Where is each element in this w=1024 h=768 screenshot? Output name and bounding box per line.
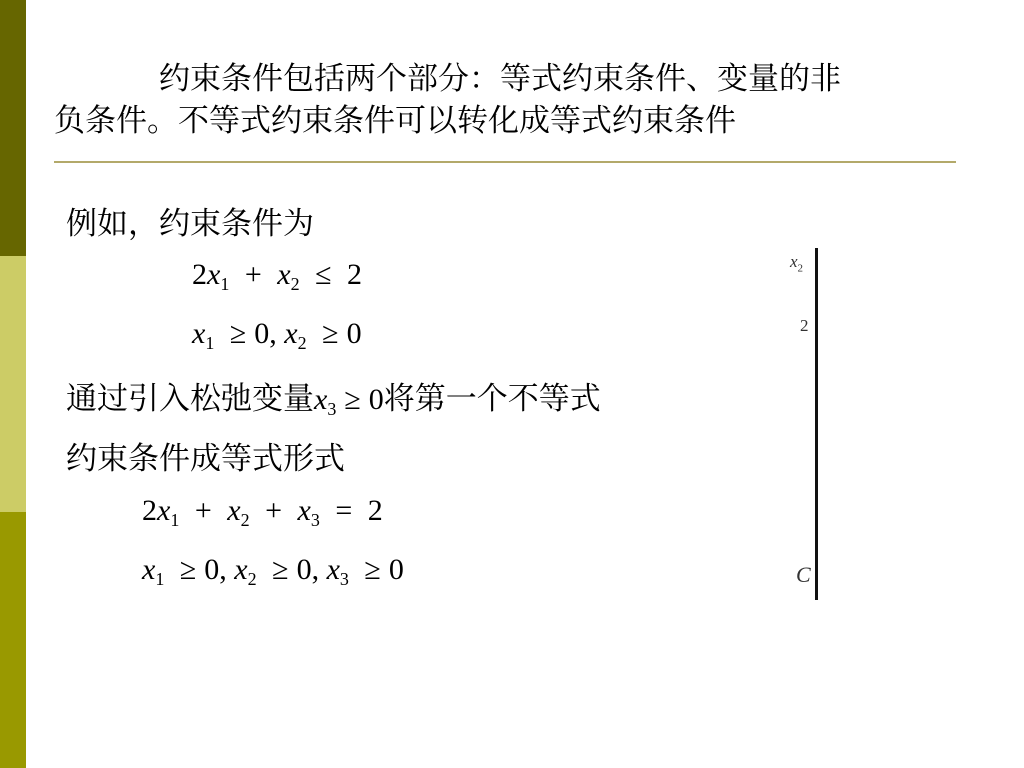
value: 0 (388, 553, 404, 586)
constraint-2 (192, 317, 362, 351)
value: 0 (346, 317, 362, 350)
sub: 1 (205, 333, 215, 353)
slack-text-line (66, 373, 601, 418)
coef: 2 (142, 494, 157, 527)
text-after: 将第一个不等式 (383, 381, 601, 417)
axis-label-var: x (790, 252, 798, 271)
var-x: x (297, 494, 311, 527)
equation-form-line: 约束条件成等式形式 (66, 441, 345, 477)
decor-bar-bottom (0, 512, 26, 768)
origin-label: C (796, 562, 811, 587)
geq-op: ≥ (322, 317, 339, 350)
sub: 3 (339, 569, 349, 589)
geq-op: ≥ (272, 553, 289, 586)
var-x: x (157, 494, 171, 527)
equation-1 (142, 494, 383, 528)
var-x: x (277, 258, 291, 291)
sub: 3 (310, 510, 320, 530)
tick-label: 2 (800, 316, 809, 335)
geq-op: ≥ (364, 553, 381, 586)
leq-op: ≤ (315, 258, 332, 291)
var-x: x (314, 383, 328, 416)
plus-op: + (194, 494, 212, 527)
eq-op: = (335, 494, 353, 527)
intro-text (54, 58, 984, 142)
value: 0, (254, 317, 277, 350)
value: 0 (368, 383, 384, 416)
var-x: x (142, 553, 156, 586)
sub: 2 (290, 274, 300, 294)
geq-op: ≥ (344, 383, 361, 416)
sub: 2 (297, 333, 307, 353)
decor-bar-middle (0, 256, 26, 512)
sub: 2 (247, 569, 257, 589)
rhs: 2 (347, 258, 363, 291)
var-x: x (192, 317, 206, 350)
example-heading: 例如，约束条件为 (66, 206, 314, 242)
sub: 3 (327, 399, 337, 419)
value: 0, (296, 553, 320, 586)
sub: 1 (155, 569, 165, 589)
intro-line-1: 约束条件包括两个部分：等式约束条件、变量的非 (159, 61, 841, 97)
text-before: 通过引入松弛变量 (66, 381, 314, 417)
plus-op: + (265, 494, 282, 527)
value: 0, (204, 553, 227, 586)
var-x: x (227, 494, 241, 527)
vertical-axis (815, 248, 818, 600)
coef: 2 (192, 258, 207, 291)
var-x: x (207, 258, 221, 291)
axis-label-sub: 2 (797, 262, 804, 275)
divider-rule (54, 161, 956, 163)
geq-op: ≥ (179, 553, 197, 586)
sub: 1 (170, 510, 180, 530)
rhs: 2 (367, 494, 383, 527)
graph-fragment (780, 240, 840, 600)
constraint-1 (192, 258, 362, 292)
equation-2 (142, 553, 404, 587)
var-x: x (234, 553, 248, 586)
decor-bar-top (0, 0, 26, 256)
var-x: x (284, 317, 298, 350)
var-x: x (326, 553, 340, 586)
sub: 2 (240, 510, 250, 530)
plus-op: + (244, 258, 262, 291)
axis-label (790, 252, 803, 274)
intro-line-2: 负条件。不等式约束条件可以转化成等式约束条件 (54, 103, 736, 139)
geq-op: ≥ (229, 317, 247, 350)
sub: 1 (220, 274, 230, 294)
